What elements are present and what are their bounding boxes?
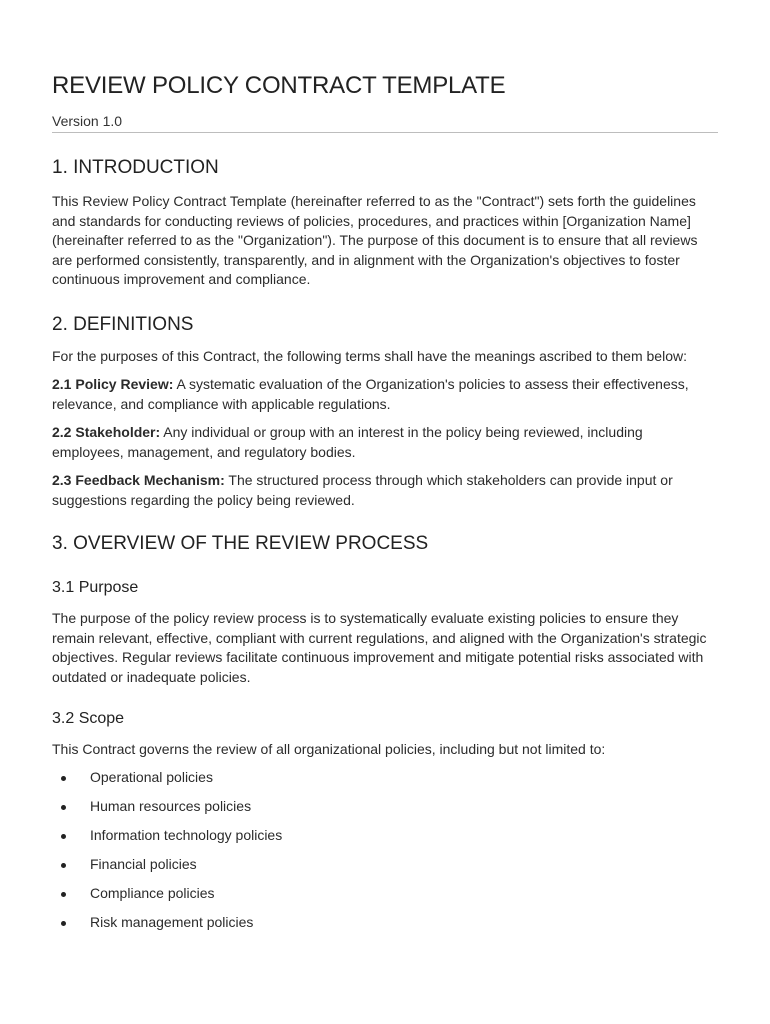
subsection-scope <box>52 709 718 933</box>
list-item-text: Risk management policies <box>90 914 254 931</box>
introduction-paragraph: This Review Policy Contract Template (hereinafter referred to as the "Contract") sets forth the guidelines and standards for conducting reviews of policies, procedures, and practices within [Organization Name] (hereinafter referred to as the "Organization"). The purpose of this document is to ensure that all reviews are performed consistently, transparently, and in alignment with the Organization's objectives to foster continuous improvement and compliance. <box>52 193 698 287</box>
list-item-text: Information technology policies <box>90 826 283 843</box>
definition-term: 2.2 Stakeholder: <box>52 424 161 440</box>
section-introduction <box>52 156 718 290</box>
subsection-heading-purpose: 3.1 Purpose <box>52 579 139 596</box>
bullet-icon <box>61 892 66 897</box>
bullet-icon <box>61 863 66 868</box>
section-heading-definitions: 2. DEFINITIONS <box>52 313 194 335</box>
section-heading-overview: 3. OVERVIEW OF THE REVIEW PROCESS <box>52 533 429 554</box>
section-definitions <box>52 313 718 511</box>
list-item <box>52 855 718 875</box>
definition-term: 2.3 Feedback Mechanism: <box>52 472 225 488</box>
list-item <box>52 768 718 788</box>
purpose-paragraph: The purpose of the policy review process is to systematically evaluate existing policies to ensure they remain relevant, effective, compliant with current regulations, and aligned with the Organization's strategic objectives. Regular reviews facilitate continuous improvement and mitigate potential risks associated with outdated or inadequate policies. <box>52 610 707 685</box>
list-item <box>52 826 718 846</box>
subsection-heading-scope: 3.2 Scope <box>52 710 125 727</box>
document-version: Version 1.0 <box>52 113 123 129</box>
subsection-purpose <box>52 578 718 687</box>
definition-text: Any individual or group with an interest in the policy being reviewed, including employees, management, and regulatory bodies. <box>52 424 643 460</box>
list-item-text: Operational policies <box>90 768 213 785</box>
list-item <box>52 797 718 817</box>
document-title: REVIEW POLICY CONTRACT TEMPLATE <box>52 72 506 99</box>
section-heading-introduction: 1. INTRODUCTION <box>52 157 219 178</box>
list-item-text: Compliance policies <box>90 885 215 902</box>
list-item <box>52 884 718 904</box>
bullet-icon <box>61 776 66 781</box>
bullet-icon <box>61 834 66 839</box>
scope-list <box>52 768 718 933</box>
definition-text: The structured process through which stakeholders can provide input or suggestions regarding the policy being reviewed. <box>52 472 673 508</box>
definition-term: 2.1 Policy Review: <box>52 376 174 392</box>
list-item <box>52 913 718 933</box>
definition-feedback-mechanism <box>52 471 718 510</box>
definition-text: A systematic evaluation of the Organization's policies to assess their effectiveness, relevance, and compliance with applicable regulations. <box>52 376 689 412</box>
list-item-text: Financial policies <box>90 856 197 873</box>
bullet-icon <box>61 921 66 926</box>
bullet-icon <box>61 805 66 810</box>
header-divider <box>52 132 718 133</box>
section-overview <box>52 532 718 933</box>
list-item-text: Human resources policies <box>90 797 252 814</box>
definitions-lead-paragraph: For the purposes of this Contract, the following terms shall have the meanings ascribed to them below: <box>52 347 687 364</box>
definition-policy-review <box>52 375 718 414</box>
scope-lead-paragraph: This Contract governs the review of all organizational policies, including but not limited to: <box>52 741 606 757</box>
definition-stakeholder <box>52 423 718 462</box>
